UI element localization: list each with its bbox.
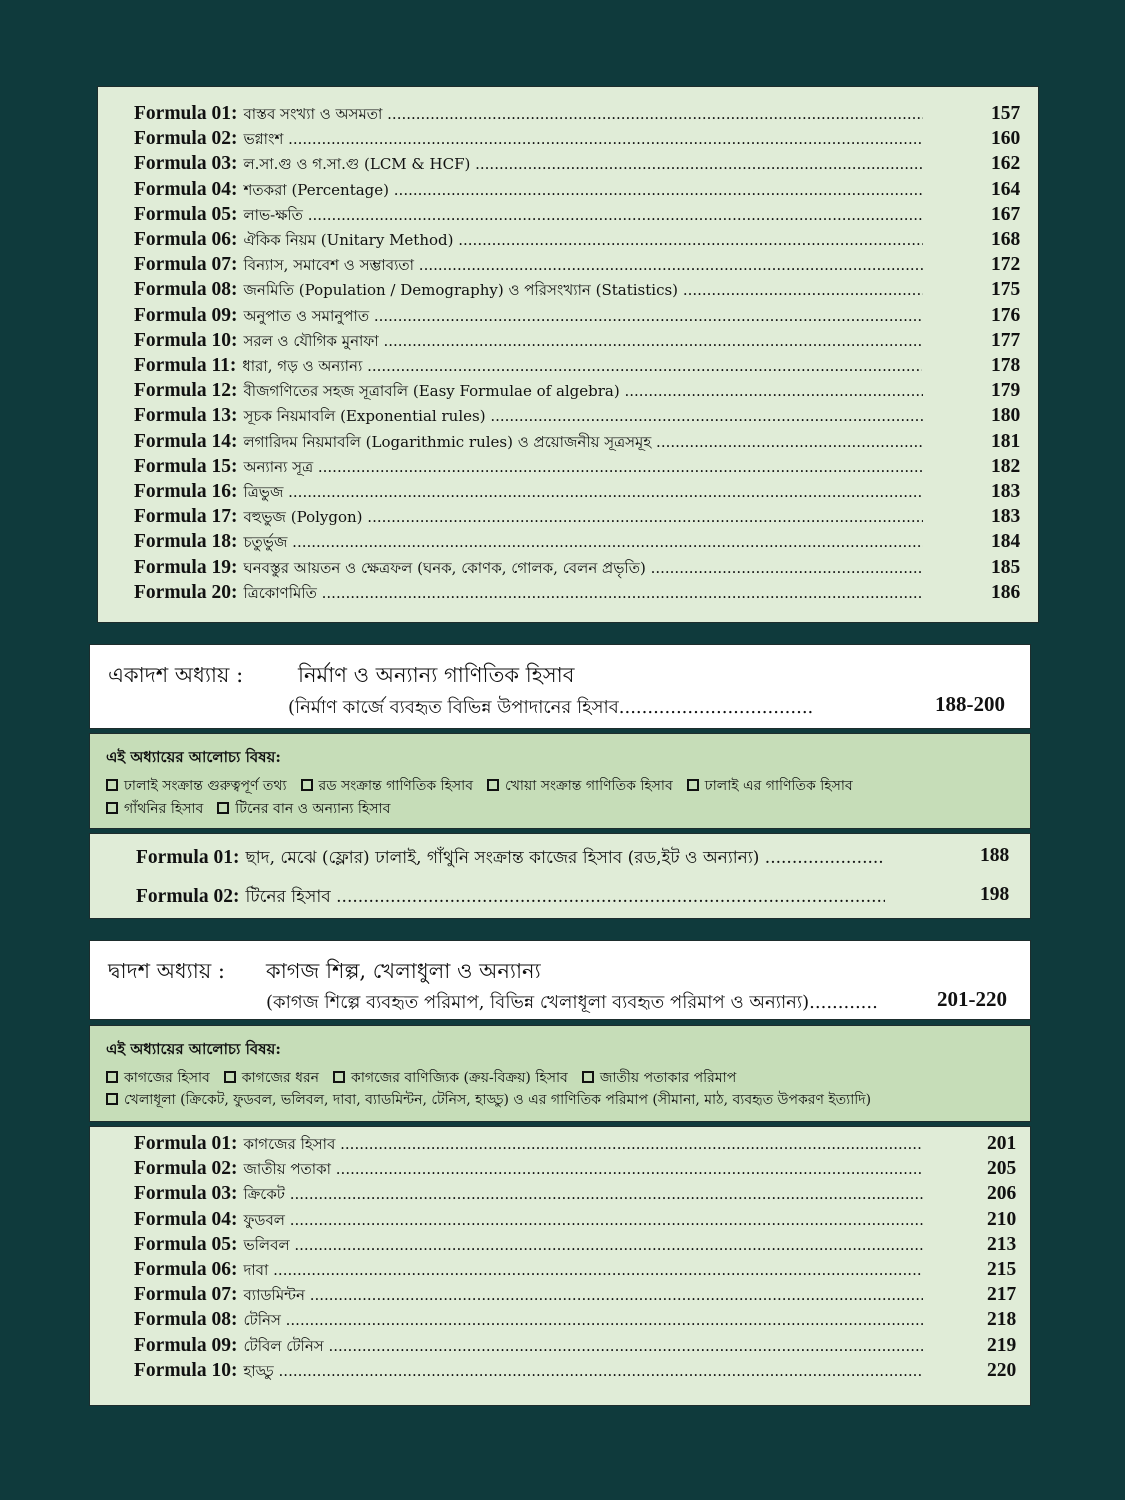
formula-label: Formula 13: (134, 405, 238, 427)
formula-row[interactable] (134, 1259, 923, 1284)
formula-page-number[interactable]: 206 (987, 1183, 1017, 1205)
formula-label: Formula 03: (134, 1183, 238, 1205)
formula-row[interactable] (136, 884, 885, 909)
checkbox-icon (582, 1071, 594, 1083)
formula-title: বিন্যাস, সমাবেশ ও সম্ভাব্যতা ..... (243, 254, 923, 279)
topic-text: খোয়া সংক্রান্ত গাণিতিক হিসাব (505, 778, 673, 794)
formula-page-number[interactable]: 183 (991, 481, 1021, 502)
chapter12-subtitle: (কাগজ শিল্পে ব্যবহৃত পরিমাপ, বিভিন্ন খেলাধূলা ব্যবহৃত পরিমাপ ও অন্যান্য)............ (266, 992, 878, 1013)
checkbox-icon (106, 802, 118, 814)
formula-label: Formula 10: (134, 1359, 238, 1381)
chapter10-formula-list (97, 86, 1039, 623)
formula-title: ক্রিকেট ..... (243, 1183, 923, 1208)
formula-title: ত্রিভুজ ..... (243, 481, 923, 506)
formula-row[interactable] (134, 1209, 923, 1234)
formula-title: ভলিবল ..... (243, 1234, 923, 1259)
formula-page-number[interactable]: 183 (991, 506, 1021, 528)
formula-label: Formula 01: (134, 103, 238, 124)
formula-row[interactable] (134, 254, 923, 279)
topic-item (333, 1070, 568, 1086)
formula-page-number[interactable]: 198 (980, 884, 1010, 905)
chapter12-page-range[interactable]: 201-220 (937, 987, 1007, 1011)
formula-page-number[interactable]: 184 (991, 531, 1021, 553)
formula-row[interactable] (134, 279, 923, 304)
topic-item (106, 1070, 210, 1086)
formula-label: Formula 02: (136, 886, 240, 907)
formula-label: Formula 06: (134, 1259, 238, 1280)
formula-row[interactable] (134, 229, 923, 254)
formula-row[interactable] (134, 405, 923, 430)
formula-page-number[interactable]: 157 (991, 103, 1021, 124)
formula-page-number[interactable]: 215 (987, 1259, 1017, 1280)
formula-label: Formula 11: (134, 355, 237, 376)
checkbox-icon (106, 779, 118, 791)
chapter12-heading: দ্বাদশ অধ্যায় : (108, 959, 225, 983)
topic-item (217, 801, 390, 817)
formula-label: Formula 04: (134, 1208, 238, 1230)
chapter11-topics-line1 (106, 774, 867, 798)
formula-row[interactable] (134, 128, 923, 153)
formula-title: টেনিস ..... (243, 1309, 923, 1334)
chapter11-header (89, 644, 1031, 729)
formula-page-number[interactable]: 201 (987, 1133, 1017, 1154)
checkbox-icon (333, 1071, 345, 1083)
formula-page-number[interactable]: 178 (991, 355, 1021, 376)
formula-row[interactable] (134, 506, 923, 531)
formula-label: Formula 18: (134, 531, 238, 553)
formula-label: Formula 10: (134, 329, 238, 351)
formula-row[interactable] (134, 380, 923, 405)
formula-row[interactable] (134, 557, 923, 582)
chapter12-formula-list (89, 1126, 1031, 1406)
formula-title: ব্যাডমিন্টন ..... (243, 1284, 923, 1309)
formula-label: Formula 12: (134, 380, 238, 402)
formula-row[interactable] (134, 431, 923, 456)
formula-page-number[interactable]: 168 (991, 229, 1021, 250)
formula-title: অন্যান্য সূত্র ..... (243, 456, 923, 481)
formula-row[interactable] (136, 845, 885, 870)
topic-text: কাগজের হিসাব (124, 1070, 210, 1086)
chapter11-subtitle: (নির্মাণ কার্জে ব্যবহৃত বিভিন্ন উপাদানের হিসাব.................................. (288, 697, 814, 718)
formula-title: হাড্ডু ..... (243, 1360, 923, 1385)
formula-row[interactable] (134, 330, 923, 355)
formula-row[interactable] (134, 531, 923, 556)
formula-page-number[interactable]: 213 (987, 1233, 1017, 1255)
checkbox-icon (687, 779, 699, 791)
chapter11-title: নির্মাণ ও অন্যান্য গাণিতিক হিসাব (298, 663, 575, 687)
formula-page-number[interactable]: 186 (991, 581, 1021, 603)
formula-title: ঘনবস্তুর আয়তন ও ক্ষেত্রফল (ঘনক, কোণক, গোলক, বেলন প্রভৃতি) ..... (243, 557, 923, 582)
formula-label: Formula 07: (134, 254, 238, 276)
formula-row[interactable] (134, 456, 923, 481)
formula-page-number[interactable]: 172 (991, 254, 1021, 276)
topic-item (224, 1070, 319, 1086)
formula-row[interactable] (134, 582, 923, 607)
formula-page-number[interactable]: 205 (987, 1158, 1017, 1180)
formula-label: Formula 01: (136, 847, 240, 868)
formula-title: শতকরা (Percentage) ..... (243, 179, 923, 204)
chapter11-formula-list (89, 833, 1031, 919)
formula-label: Formula 01: (134, 1133, 238, 1154)
topic-text: গাঁথনির হিসাব (124, 801, 204, 817)
formula-page-number[interactable]: 179 (991, 380, 1021, 402)
formula-title: টেবিল টেনিস ..... (243, 1335, 923, 1360)
topic-text: কাগজের বাণিজ্যিক (ক্রয়-বিক্রয়) হিসাব (351, 1070, 568, 1086)
formula-title: অনুপাত ও সমানুপাত ..... (243, 305, 923, 330)
formula-page-number[interactable]: 182 (991, 455, 1021, 477)
chapter11-page-range[interactable]: 188-200 (935, 692, 1005, 716)
chapter12-title: কাগজ শিল্প, খেলাধুলা ও অন্যান্য (266, 959, 541, 983)
formula-page-number[interactable]: 210 (987, 1208, 1017, 1230)
formula-title: ছাদ, মেঝে (ফ্লোর) ঢালাই, গাঁথুনি সংক্রান্ত কাজের হিসাব (রড,ইট ও অন্যান্য) ..... (245, 845, 885, 873)
formula-title: ভগ্নাংশ ..... (243, 128, 923, 153)
topic-text: ঢালাই এর গাণিতিক হিসাব (704, 778, 853, 794)
formula-label: Formula 20: (134, 581, 238, 603)
chapter12-header (89, 940, 1031, 1020)
topic-text: জাতীয় পতাকার পরিমাপ (599, 1070, 737, 1086)
formula-title: বীজগণিতের সহজ সূত্রাবলি (Easy Formulae of algebra) ..... (243, 380, 923, 405)
checkbox-icon (106, 1071, 118, 1083)
formula-row[interactable] (134, 153, 923, 178)
checkbox-icon (106, 1093, 118, 1105)
checkbox-icon (301, 779, 313, 791)
chapter11-topics (89, 733, 1031, 829)
formula-label: Formula 08: (134, 279, 238, 301)
topic-text: টিনের বান ও অন্যান্য হিসাব (235, 801, 391, 817)
formula-label: Formula 02: (134, 128, 238, 150)
formula-title: জাতীয় পতাকা ..... (243, 1158, 923, 1183)
formula-title: ঐকিক নিয়ম (Unitary Method) ..... (243, 229, 923, 254)
checkbox-icon (487, 779, 499, 791)
formula-row[interactable] (134, 103, 923, 128)
formula-title: টিনের হিসাব ..... (245, 884, 885, 912)
formula-page-number[interactable]: 181 (991, 430, 1021, 452)
formula-label: Formula 15: (134, 455, 238, 477)
formula-title: ফুডবল ..... (243, 1209, 923, 1234)
topic-item (687, 778, 853, 794)
formula-page-number[interactable]: 162 (991, 153, 1021, 175)
formula-label: Formula 08: (134, 1309, 238, 1331)
formula-page-number[interactable]: 175 (991, 279, 1021, 301)
formula-label: Formula 14: (134, 430, 238, 452)
chapter12-topics-line1 (106, 1066, 750, 1090)
formula-title: সরল ও যৌগিক মুনাফা ..... (243, 330, 923, 355)
formula-label: Formula 06: (134, 229, 238, 250)
topic-item (487, 778, 673, 794)
formula-page-number[interactable]: 218 (987, 1309, 1017, 1331)
topic-item (106, 1092, 871, 1108)
formula-label: Formula 16: (134, 481, 238, 502)
formula-page-number[interactable]: 188 (980, 845, 1010, 866)
topic-item (582, 1070, 736, 1086)
topic-text: কাগজের ধরন (241, 1070, 320, 1086)
topic-item (301, 778, 474, 794)
formula-row[interactable] (134, 204, 923, 229)
formula-row[interactable] (134, 1234, 923, 1259)
formula-label: Formula 05: (134, 203, 238, 225)
formula-title: ল.সা.গু ও গ.সা.গু (LCM & HCF) ..... (243, 153, 923, 178)
chapter11-topics-line2 (106, 797, 404, 821)
formula-label: Formula 02: (134, 1158, 238, 1180)
formula-page-number[interactable]: 217 (987, 1284, 1017, 1306)
formula-row[interactable] (134, 305, 923, 330)
formula-label: Formula 09: (134, 1334, 238, 1356)
formula-title: লগারিদম নিয়মাবলি (Logarithmic rules) ও প্রয়োজনীয় সূত্রসমূহ ..... (243, 431, 923, 456)
formula-page-number[interactable]: 160 (991, 128, 1021, 150)
formula-row[interactable] (134, 1309, 923, 1334)
chapter11-topics-heading: এই অধ্যায়ের আলোচ্য বিষয়: (106, 748, 281, 766)
formula-page-number[interactable]: 167 (991, 203, 1021, 225)
formula-page-number[interactable]: 177 (991, 329, 1021, 351)
formula-label: Formula 09: (134, 304, 238, 326)
topic-text: ঢালাই সংক্রান্ত গুরুত্বপূর্ণ তথ্য (124, 778, 287, 794)
formula-title: কাগজের হিসাব ..... (243, 1133, 923, 1158)
formula-label: Formula 07: (134, 1284, 238, 1306)
formula-page-number[interactable]: 219 (987, 1334, 1017, 1356)
formula-row[interactable] (134, 1158, 923, 1183)
formula-row[interactable] (134, 179, 923, 204)
formula-row[interactable] (134, 355, 922, 380)
formula-title: বাস্তব সংখ্যা ও অসমতা ..... (243, 103, 923, 128)
formula-page-number[interactable]: 180 (991, 405, 1021, 427)
formula-title: জনমিতি (Population / Demography) ও পরিসংখ্যান (Statistics) ..... (243, 279, 923, 304)
checkbox-icon (224, 1071, 236, 1083)
formula-row[interactable] (134, 1284, 923, 1309)
chapter12-topics (89, 1025, 1031, 1122)
formula-label: Formula 17: (134, 506, 238, 528)
checkbox-icon (217, 802, 229, 814)
chapter12-topics-line2 (106, 1088, 885, 1112)
formula-label: Formula 04: (134, 178, 238, 200)
formula-label: Formula 19: (134, 556, 238, 578)
formula-row[interactable] (134, 1335, 923, 1360)
formula-row[interactable] (134, 1183, 923, 1208)
formula-title: বহুভুজ (Polygon) ..... (243, 506, 923, 531)
formula-page-number[interactable]: 164 (991, 178, 1021, 200)
chapter12-topics-heading: এই অধ্যায়ের আলোচ্য বিষয়: (106, 1040, 281, 1058)
formula-label: Formula 03: (134, 153, 238, 175)
formula-title: লাভ-ক্ষতি ..... (243, 204, 923, 229)
topic-item (106, 778, 287, 794)
formula-row[interactable] (134, 1133, 923, 1158)
topic-item (106, 801, 203, 817)
formula-page-number[interactable]: 220 (987, 1359, 1017, 1381)
formula-title: ত্রিকোণমিতি ..... (243, 582, 923, 607)
topic-text: খেলাধূলা (ক্রিকেট, ফুডবল, ভলিবল, দাবা, ব্যাডমিন্টন, টেনিস, হাড্ডু) ও এর গাণিতিক পরিমাপ (সীমানা, মাঠ, ব্যবহৃত উপকরণ ইত্যাদি) (124, 1092, 872, 1108)
formula-title: দাবা ..... (243, 1259, 923, 1284)
formula-row[interactable] (134, 1360, 923, 1385)
formula-title: চতুর্ভুজ ..... (243, 531, 923, 556)
chapter11-heading: একাদশ অধ্যায় : (108, 663, 244, 687)
formula-title: সূচক নিয়মাবলি (Exponential rules) ..... (243, 405, 923, 430)
formula-page-number[interactable]: 185 (991, 556, 1021, 578)
formula-title: ধারা, গড় ও অন্যান্য ..... (242, 355, 922, 380)
formula-label: Formula 05: (134, 1233, 238, 1255)
topic-text: রড সংক্রান্ত গাণিতিক হিসাব (318, 778, 474, 794)
formula-page-number[interactable]: 176 (991, 304, 1021, 326)
formula-row[interactable] (134, 481, 923, 506)
